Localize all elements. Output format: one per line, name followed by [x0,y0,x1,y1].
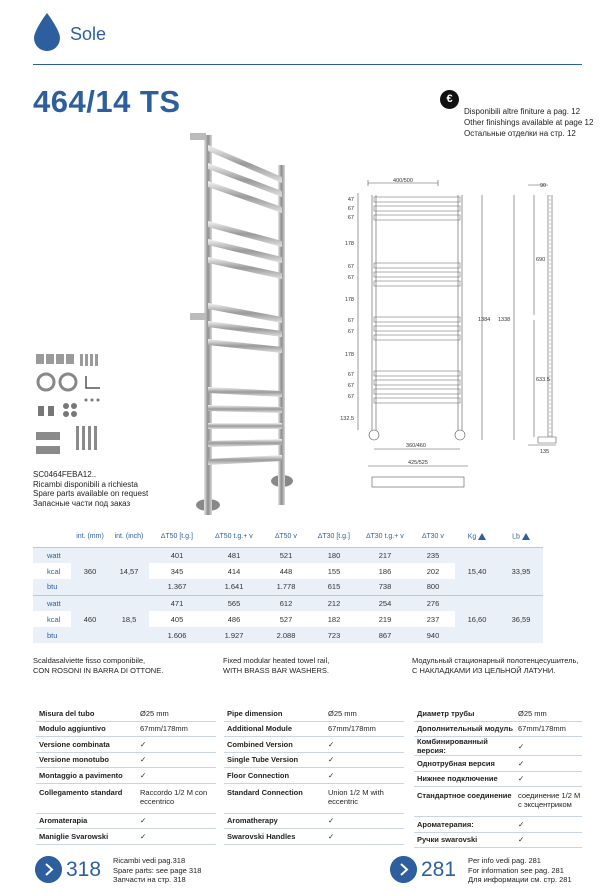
description-it: Scaldasalviette fisso componibile, CON ROSONI IN BARRA DI OTTONE. [33,656,164,675]
dim-height-inner: 1338 [498,317,511,323]
dim-side-base: 135 [540,449,550,455]
dim-side-lower: 633.5 [536,377,550,383]
spec-table-it: Misura del tubo Ø25 mm Modulo aggiuntivo 67mm/178mm Versione combinata ✓ Versione monotubo ✓ Montaggio a pavimento ✓ Collegamento standard Raccordo 1/2 M con eccentrico Aromaterapia ✓ Maniglie Svarowski ✓ [36,706,216,845]
spare-parts-page-note: Ricambi vedi pag.318 Spare parts: see page 318 Запчасти на стр. 318 [113,856,202,884]
table-header-row: int. (mm) int. (inch) ∆T50 [t.g.] ∆T50 t.g.+ v ∆T50 v ∆T30 [t.g.] ∆T30 t.g.+ v ∆T30 v Kg Lb [33,527,543,547]
model-title: 464/14 TS [33,84,181,119]
water-drop-icon [32,12,62,52]
info-page-link[interactable]: 281 [421,858,457,881]
weight-icon [478,533,486,540]
table-row: btu 1.606 1.927 2.088 723 867 940 [33,627,543,643]
dim-side-top: 90 [540,183,547,189]
dim-front-top: 400/500 [393,178,413,184]
spec-table-ru: Диаметр трубы Ø25 mm Дополнительный модуль 67mm/178mm Комбинированный версия: ✓ Однотрубная версия ✓ Нижнее подключение ✓ Стандартное соединение соединение 1/2 M с эксцентриком Ароматерапия: ✓ Ручки swarovski ✓ [414,706,582,848]
svg-text:67: 67 [347,383,354,389]
info-page-note: Per info vedi pag. 281 For information see pag. 281 Для информации см. стр. 281 [468,856,572,884]
brand-name: Sole [70,24,107,44]
dim-side-upper: 690 [536,257,546,263]
spare-parts-illustration [32,350,112,460]
dim-height-total: 1384 [478,317,491,323]
svg-text:67: 67 [347,372,354,378]
chevron-right-icon[interactable] [390,856,417,883]
svg-text:47: 47 [347,197,354,203]
svg-text:132.5: 132.5 [340,416,354,422]
table-row: kcal 345 414 448 155 186 202 [47,566,440,576]
svg-text:178: 178 [344,241,354,247]
svg-text:67: 67 [347,215,354,221]
chevron-right-icon[interactable] [35,856,62,883]
front-technical-drawing [338,175,478,505]
dim-front-base: 425/525 [408,460,428,466]
performance-table [33,527,543,643]
spare-parts-page-link[interactable]: 318 [66,858,102,881]
svg-text:67: 67 [347,318,354,324]
svg-text:67: 67 [347,275,354,281]
svg-text:67: 67 [347,329,354,335]
table-row: watt 460 18,5 471 565 612 212 254 276 16,60 36,59 [33,595,543,611]
svg-text:67: 67 [347,206,354,212]
finishes-note: Disponibili altre finiture a pag. 12 Other finishings available at page 12 Остальные отделки на стр. 12 [464,107,594,138]
weight-icon [522,533,530,540]
svg-text:178: 178 [344,297,354,303]
euro-icon: € [440,90,459,109]
table-row: btu 1.367 1.641 1.778 615 738 800 [33,579,543,595]
table-row: watt 360 14,57 401 481 521 180 217 235 15,40 33,95 [33,547,543,563]
svg-text:67: 67 [347,264,354,270]
dim-front-mid: 360/460 [406,443,426,449]
towel-rail-photo [178,125,300,517]
spare-parts-note: SC0464FEBA12.. Ricambi disponibili a richiesta Spare parts available on request Запасные части под заказ [33,470,149,508]
header-rule [33,64,582,65]
table-row: kcal 405 486 527 182 219 237 [47,614,440,624]
description-ru: Модульный стационарный полотенцесушитель, С НАКЛАДКАМИ ИЗ ЦЕЛЬНОЙ ЛАТУНИ. [412,656,579,675]
svg-text:67: 67 [347,394,354,400]
side-technical-drawing [478,175,568,465]
spec-table-en: Pipe dimension Ø25 mm Additional Module 67mm/178mm Combined Version ✓ Single Tube Version ✓ Floor Connection ✓ Standard Connection Union 1/2 M with eccentric Aromatherapy ✓ Swarovski Handles ✓ [224,706,404,845]
svg-text:178: 178 [344,352,354,358]
description-en: Fixed modular heated towel rail, WITH BRASS BAR WASHERS. [223,656,330,675]
